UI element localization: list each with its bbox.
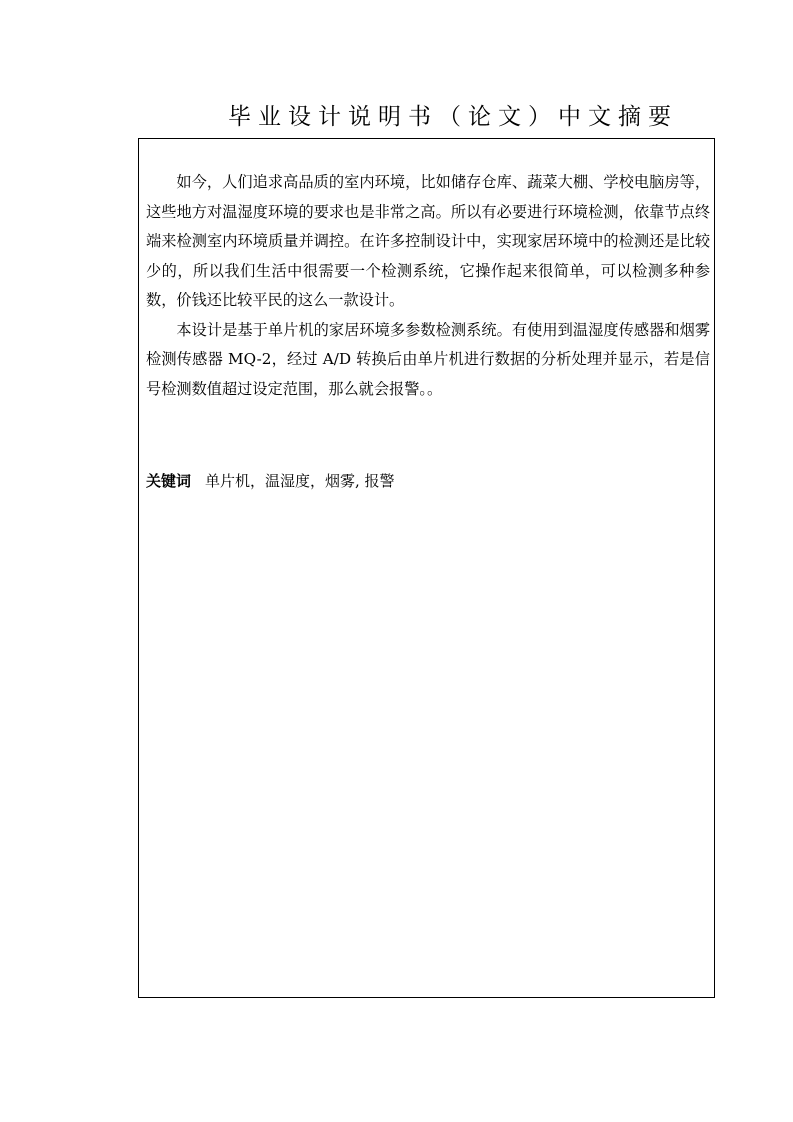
abstract-paragraph-2: 本设计是基于单片机的家居环境多参数检测系统。有使用到温湿度传感器和烟雾检测传感器 MQ-2，经过 A/D 转换后由单片机进行数据的分析处理并显示，若是信号检测数值超过设定范围，那么就会报警。。 [146, 320, 710, 398]
abstract-body [146, 168, 710, 404]
keywords-value: 单片机，温湿度，烟雾, 报警 [205, 472, 395, 490]
keywords-line [146, 468, 395, 494]
keywords-label: 关键词 [146, 472, 192, 490]
abstract-paragraph-1: 如今，人们追求高品质的室内环境，比如储存仓库、蔬菜大棚、学校电脑房等，这些地方对温湿度环境的要求也是非常之高。所以有必要进行环境检测，依靠节点终端来检测室内环境质量并调控。在许多控制设计中，实现家居环境中的检测还是比较少的，所以我们生活中很需要一个检测系统，它操作起来很简单，可以检测多种参数，价钱还比较平民的这么一款设计。 [146, 173, 710, 309]
abstract-box [138, 138, 715, 998]
page-title: 毕业设计说明书（论文）中文摘要 [228, 104, 678, 130]
